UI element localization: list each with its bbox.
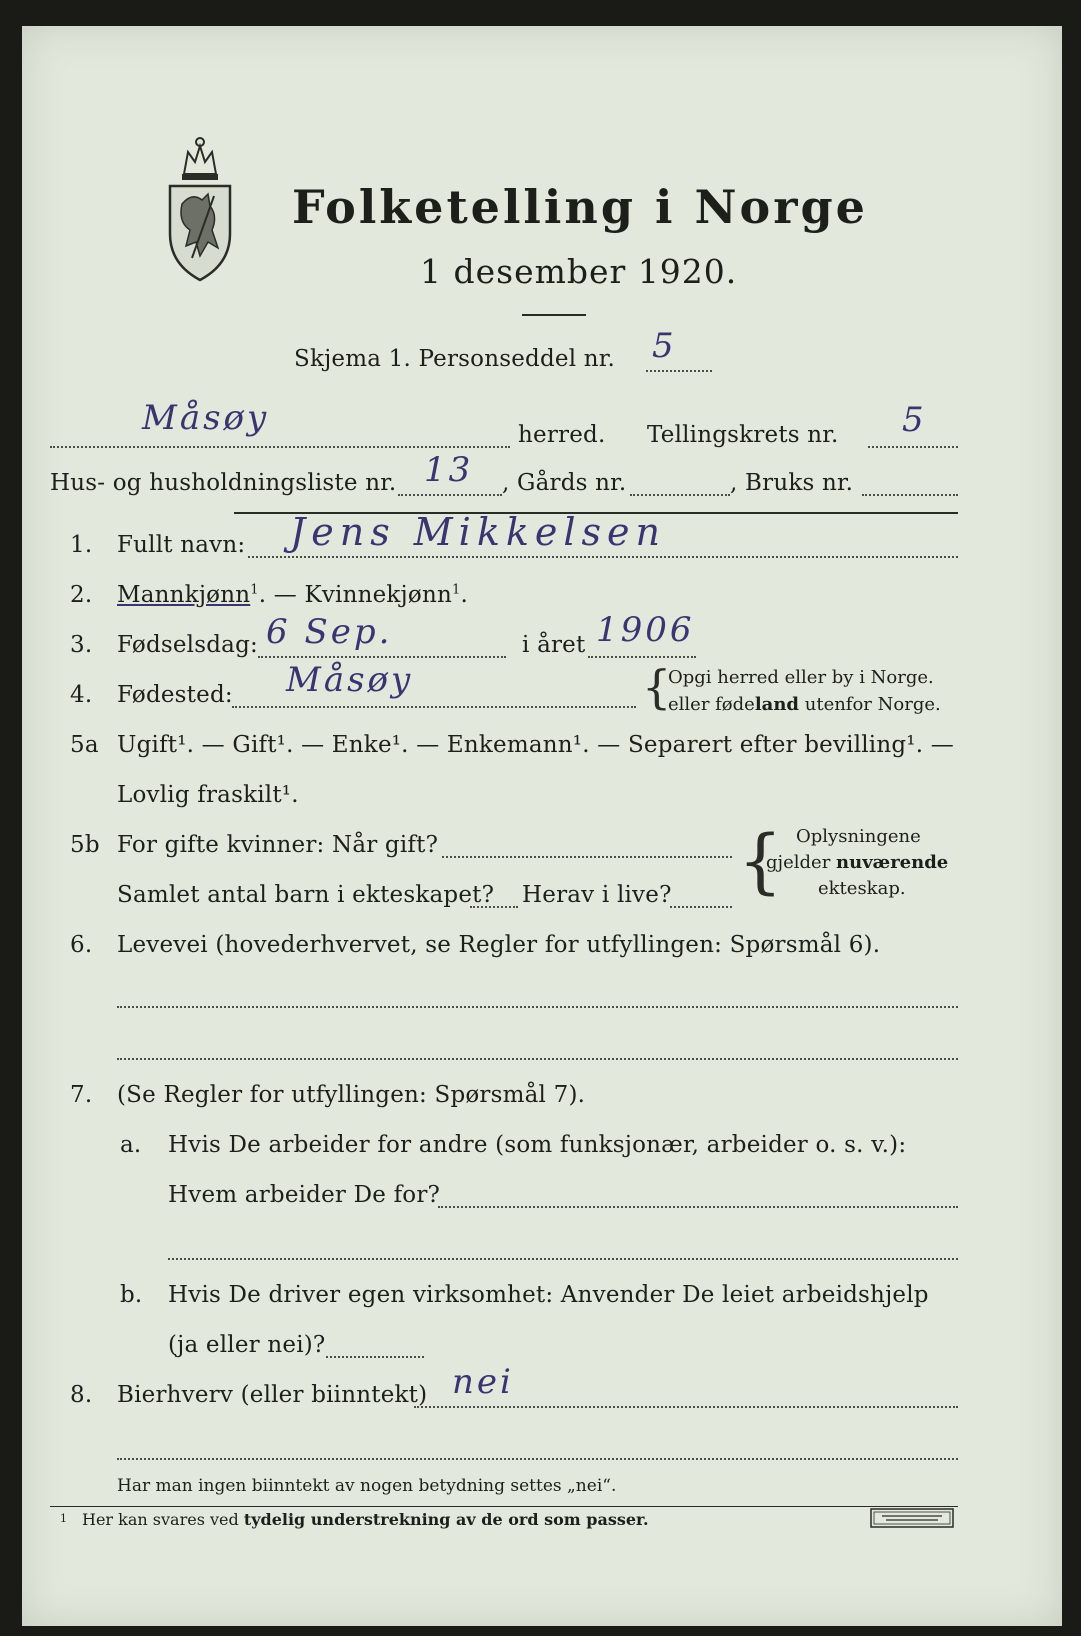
q5b-herav-label: Herav i live?: [522, 882, 672, 908]
q4-number: 4.: [70, 682, 93, 708]
mannkjonn-footnote-mark: 1: [250, 582, 259, 598]
q5b-herav-line: [670, 906, 732, 908]
q8-line-1: [414, 1406, 958, 1408]
q7-label: (Se Regler for utfyllingen: Spørsmål 7).: [117, 1082, 586, 1108]
kvinnekjonn-footnote-mark: 1: [451, 582, 461, 598]
q2-options: [117, 582, 468, 608]
census-form: [22, 26, 1062, 1626]
q5b-note-1: Oplysningene: [796, 826, 921, 847]
q8-value: nei: [452, 1362, 514, 1402]
norwegian-coat-of-arms-icon: [162, 134, 238, 284]
personseddel-value: 5: [652, 326, 677, 366]
mannkjonn-option: Mannkjønn: [117, 582, 251, 608]
gards-line: [630, 494, 730, 496]
q2-end: .: [460, 582, 468, 608]
q5b-note-2-bold: nuværende: [836, 852, 949, 873]
census-date: 1 desember 1920.: [420, 252, 738, 291]
q4-brace: {: [642, 660, 672, 714]
skjema-label: Skjema 1. Personseddel nr.: [294, 346, 615, 372]
bruks-label: , Bruks nr.: [730, 470, 854, 496]
footnote-number: 1: [60, 1512, 67, 1525]
q5b-note-2: [766, 852, 948, 873]
q5b-gift-line: [442, 856, 732, 858]
q4-label: Fødested:: [117, 682, 233, 708]
q5a-line-1: Ugift¹. — Gift¹. — Enke¹. — Enkemann¹. — Separert efter bevilling¹. —: [117, 732, 954, 758]
q5a-line-2: Lovlig fraskilt¹.: [117, 782, 299, 808]
footnote-pre: Her kan svares ved: [82, 1510, 244, 1529]
q3-date-line: [258, 656, 506, 658]
q4-note-2-bold: land: [754, 694, 800, 715]
personseddel-line: [646, 370, 712, 372]
q8-line-2: [117, 1458, 958, 1460]
q7b-line-2: (ja eller nei)?: [168, 1332, 326, 1358]
q5b-line-2: Samlet antal barn i ekteskapet?: [117, 882, 495, 908]
q7a-answer-line-1: [438, 1206, 958, 1208]
q5b-note-2-pre: gjelder: [766, 852, 837, 873]
herred-line: [50, 446, 510, 448]
q5b-number: 5b: [70, 832, 100, 858]
q7a-answer-line-2: [168, 1258, 958, 1260]
husliste-label: Hus- og husholdningsliste nr.: [50, 470, 397, 496]
q8-label: Bierhverv (eller biinntekt): [117, 1382, 428, 1408]
q4-note-2-post: utenfor Norge.: [799, 694, 941, 715]
printer-stamp-icon: [870, 1508, 954, 1528]
q5b-line-1: For gifte kvinner: Når gift?: [117, 832, 439, 858]
q6-line-2: [117, 1058, 958, 1060]
q7a-line-2: Hvem arbeider De for?: [168, 1182, 441, 1208]
form-title: Folketelling i Norge: [292, 180, 868, 234]
q3-year-value: 1906: [596, 610, 695, 650]
q1-line: [248, 556, 958, 558]
q4-note-1: Opgi herred eller by i Norge.: [668, 667, 934, 688]
bruks-line: [862, 494, 958, 496]
q1-value: Jens Mikkelsen: [290, 510, 666, 554]
tellingskrets-value: 5: [902, 400, 927, 440]
q5b-barn-line: [470, 906, 518, 908]
herred-value: Måsøy: [142, 398, 270, 438]
q6-line-1: [117, 1006, 958, 1008]
husliste-line: [398, 494, 502, 496]
q6-number: 6.: [70, 932, 93, 958]
q1-number: 1.: [70, 532, 93, 558]
q8-number: 8.: [70, 1382, 93, 1408]
nei-note: Har man ingen biinntekt av nogen betydning settes „nei“.: [117, 1476, 617, 1496]
tellingskrets-line: [868, 446, 958, 448]
q3-year-line: [588, 656, 696, 658]
q7-number: 7.: [70, 1082, 93, 1108]
q5a-number: 5a: [70, 732, 99, 758]
q4-note-2: [668, 694, 941, 715]
kvinnekjonn-option: Kvinnekjønn: [304, 582, 452, 608]
q7b-letter: b.: [120, 1282, 143, 1308]
husliste-value: 13: [424, 450, 474, 490]
q1-label: Fullt navn:: [117, 532, 246, 558]
q5b-brace: {: [738, 820, 783, 902]
q2-number: 2.: [70, 582, 93, 608]
footnote-bold: tydelig understrekning av de ord som passer.: [243, 1510, 649, 1529]
q7a-line-1: Hvis De arbeider for andre (som funksjonær, arbeider o. s. v.):: [168, 1132, 907, 1158]
footnote-text: [82, 1510, 649, 1529]
q4-value: Måsøy: [286, 660, 414, 700]
q3-date-value: 6 Sep.: [266, 612, 393, 652]
q7a-letter: a.: [120, 1132, 142, 1158]
q3-label: Fødselsdag:: [117, 632, 258, 658]
title-divider: [522, 314, 586, 316]
q2-separator: . —: [258, 582, 305, 608]
q7b-line-1: Hvis De driver egen virksomhet: Anvender De leiet arbeidshjelp: [168, 1282, 929, 1308]
footnote-divider: [50, 1506, 958, 1507]
tellingskrets-label: Tellingskrets nr.: [647, 422, 839, 448]
q3-number: 3.: [70, 632, 93, 658]
herred-label: herred.: [518, 422, 606, 448]
q6-label: Levevei (hovederhvervet, se Regler for utfyllingen: Spørsmål 6).: [117, 932, 881, 958]
gards-label: , Gårds nr.: [502, 470, 627, 496]
q7b-answer-line: [326, 1356, 424, 1358]
q4-line: [232, 706, 636, 708]
q3-year-label: i året: [522, 632, 586, 658]
q4-note-2-pre: eller føde: [668, 694, 755, 715]
q5b-note-3: ekteskap.: [818, 878, 906, 899]
